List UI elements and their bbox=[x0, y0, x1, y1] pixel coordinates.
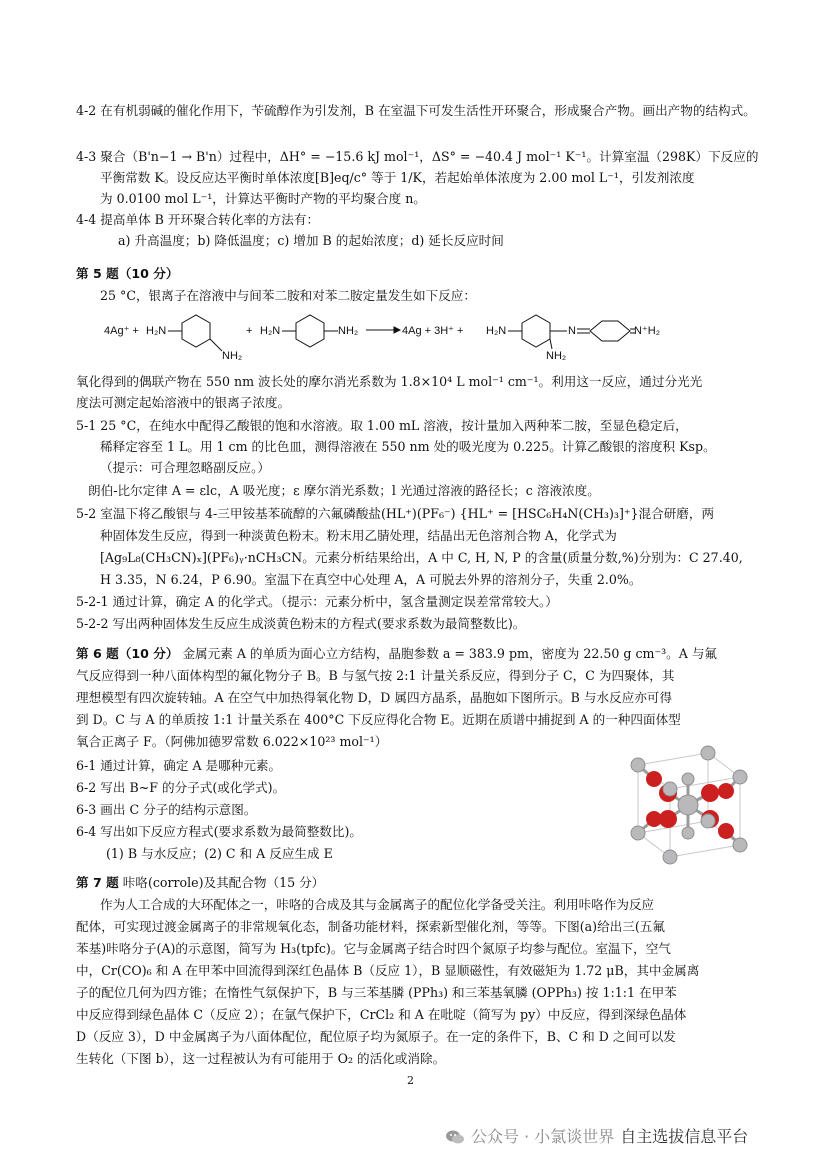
q6-line1 bbox=[76, 644, 766, 664]
product-ring-1 bbox=[522, 315, 550, 347]
rxn-h2n-1: H₂N bbox=[146, 325, 167, 337]
oxidation-reaction-scheme bbox=[104, 311, 664, 369]
q5-2-line1: 5-2 室温下将乙酸银与 4-三甲铵基苯硫醇的六氟磷酸盐(HL⁺)(PF₆⁻) {HL⁺ = [HSC₆H₄N(CH₃)₃]⁺}混合研磨，两 bbox=[76, 506, 715, 521]
q5-2-line3: [Ag₉L₈(CH₃CN)ₓ](PF₆)ᵧ·nCH₃CN。元素分析结果给出，A 中 C, H, N, P 的含量(质量分数,%)分别为：C 27.40, bbox=[100, 550, 743, 565]
rxn-nh2-para: NH₂ bbox=[338, 325, 359, 337]
q5-intro: 25 °C，银离子在溶液中与间苯二胺和对苯二胺定量发生如下反应： bbox=[100, 288, 476, 303]
q5-2-1-line: 5-2-1 通过计算，确定 A 的化学式。（提示：元素分析中，氢含量测定误差常常较大。） bbox=[76, 594, 558, 609]
q7-line3: 苯基)咔咯分子(A)的示意图，简写为 H₃(tpfc)。它与金属离子结合时四个氮原子均参与配位。室温下，空气 bbox=[76, 941, 671, 956]
q4-3-line2: 平衡常数 K。设反应达平衡时单体浓度[B]eq/c° 等于 1/K，若起始单体浓度为 2.00 mol L⁻¹，引发剂浓度 bbox=[100, 170, 695, 185]
q5-title: 第 5 题（10 分） bbox=[76, 266, 179, 281]
q4-4-line: 4-4 提高单体 B 开环聚合转化率的方法有： bbox=[76, 212, 320, 227]
q6-4-line: 6-4 写出如下反应方程式(要求系数为最简整数比)。 bbox=[76, 824, 362, 839]
q7-line7: D（反应 3），D 中金属离子为八面体配位，配位原子均为氮原子。在一定的条件下，B、C 和 D 之间可以发 bbox=[76, 1029, 676, 1044]
q5-after-line1: 氧化得到的偶联产物在 550 nm 波长处的摩尔消光系数为 1.8×10⁴ L mol⁻¹ cm⁻¹。利用这一反应，通过分光光 bbox=[76, 374, 703, 389]
q6-3-line: 6-3 画出 C 分子的结构示意图。 bbox=[76, 802, 257, 817]
footer-overlay-text: 自主选拔信息平台 bbox=[620, 1127, 749, 1146]
q5-2-line4: H 3.35，N 6.24，P 6.90。室温下在真空中心处理 A，A 可脱去外界的溶剂分子，失重 2.0%。 bbox=[100, 572, 642, 587]
q7-title-line bbox=[76, 873, 766, 893]
q6-4-sub: (1) B 与水反应；(2) C 和 A 反应生成 E bbox=[106, 846, 333, 861]
q5-after-line2: 度法可测定起始溶液中的银离子浓度。 bbox=[76, 395, 291, 410]
oxide-unit-cell-figure bbox=[618, 735, 758, 865]
q7-line4: 中，Cr(CO)₆ 和 A 在甲苯中回流得到深红色晶体 B（反应 1），B 显顺磁性，有效磁矩为 1.72 μB，其中金属离 bbox=[76, 963, 700, 978]
q7-line6: 中反应得到绿色晶体 C（反应 2）；在氩气保护下，CrCl₂ 和 A 在吡啶（简写为 py）中反应，得到深绿色晶体 bbox=[76, 1007, 687, 1022]
rxn-h2n-2: H₂N bbox=[260, 325, 281, 337]
q6-2-line: 6-2 写出 B~F 的分子式(或化学式)。 bbox=[76, 780, 286, 795]
q6-title: 第 6 题（10 分） bbox=[76, 646, 179, 661]
q6-text-1: 金属元素 A 的单质为面心立方结构，晶胞参数 a = 383.9 pm，密度为 22.50 g cm⁻³。A 与氟 bbox=[182, 646, 718, 661]
q7-title: 第 7 题 bbox=[76, 875, 119, 890]
page-number: 2 bbox=[407, 1074, 414, 1087]
q7-line5: 子的配位几何为四方锥；在惰性气氛保护下，B 与三苯基膦 (PPh₃) 和三苯基氧膦 (OPPh₃) 按 1:1:1 在甲苯 bbox=[76, 985, 677, 1000]
q6-line2: 气反应得到一种八面体构型的氟化物分子 B。B 与氢气按 2:1 计量关系反应，得到分子 C，C 为四聚体，其 bbox=[76, 668, 675, 683]
benzene-ring-para bbox=[296, 315, 324, 347]
rxn-nh2-meta: NH₂ bbox=[222, 350, 243, 362]
rxn-plus: + bbox=[246, 325, 253, 337]
q5-1-line1: 5-1 25 °C，在纯水中配得乙酸银的饱和水溶液。取 1.00 mL 溶液，按计量加入两种苯二胺，至显色稳定后， bbox=[76, 418, 688, 433]
beer-lambert-law: 朗伯-比尔定律 A = εlc，A 吸光度；ε 摩尔消光系数；l 光通过溶液的路径长；c 溶液浓度。 bbox=[88, 483, 600, 498]
rxn-products-ag: 4Ag + 3H⁺ + bbox=[402, 325, 464, 337]
q5-2-2-line: 5-2-2 写出两种固体发生反应生成淡黄色粉末的方程式(要求系数为最简整数比)。 bbox=[76, 616, 526, 631]
wechat-icon bbox=[445, 1129, 465, 1145]
product-ring-2 bbox=[590, 321, 630, 341]
footer-account-text: 公众号 · 小氯谈世界 bbox=[471, 1127, 615, 1146]
q7-line2: 配体，可实现过渡金属离子的非常规氧化态，制备功能材料，探索新型催化剂，等等。下图(a)给出三(五氟 bbox=[76, 919, 665, 934]
q4-4-options: a) 升高温度；b) 降低温度；c) 增加 B 的起始浓度；d) 延长反应时间 bbox=[118, 233, 504, 248]
rxn-iminium: N⁺H₂ bbox=[634, 325, 660, 337]
watermark-footer bbox=[445, 1125, 805, 1149]
q4-3-line3: 为 0.0100 mol L⁻¹，计算达平衡时产物的平均聚合度 n。 bbox=[100, 191, 426, 206]
q6-line4: 到 D。C 与 A 的单质按 1:1 计量关系在 400°C 下反应得化合物 E。近期在质谱中捕捉到 A 的一种四面体型 bbox=[76, 712, 681, 727]
q5-1-line2: 稀释定容至 1 L。用 1 cm 的比色皿，测得溶液在 550 nm 处的吸光度为 0.225。计算乙酸银的溶度积 Ksp。 bbox=[100, 439, 716, 454]
q4-3-line1: 4-3 聚合（B'n−1 → B'n）过程中，ΔH° = −15.6 kJ mol⁻¹，ΔS° = −40.4 J mol⁻¹ K⁻¹。计算室温（298K）下反应的 bbox=[76, 149, 759, 164]
rxn-azo-n: N bbox=[568, 325, 576, 337]
q5-1-line3: （提示：可合理忽略副反应。） bbox=[100, 460, 271, 475]
q6-1-line: 6-1 通过计算，确定 A 是哪种元素。 bbox=[76, 758, 282, 773]
q4-2-line: 4-2 在有机弱碱的催化作用下，苄硫醇作为引发剂，B 在室温下可发生活性开环聚合，形成聚合产物。画出产物的结构式。 bbox=[76, 103, 756, 118]
rxn-ag-reactant: 4Ag⁺ + bbox=[104, 325, 139, 337]
rxn-nh2-prod: NH₂ bbox=[546, 350, 567, 362]
q6-line5: 氧合正离子 F。（阿佛加德罗常数 6.022×10²³ mol⁻¹） bbox=[76, 734, 388, 749]
q7-line8: 生转化（下图 b），这一过程被认为有可能用于 O₂ 的活化或消除。 bbox=[76, 1051, 446, 1066]
q7-line1: 作为人工合成的大环配体之一，咔咯的合成及其与金属离子的配位化学备受关注。利用咔咯作为反应 bbox=[100, 897, 655, 912]
rxn-h2n-3: H₂N bbox=[486, 325, 507, 337]
q7-title-rest: 咔咯(corrole)及其配合物（15 分） bbox=[122, 875, 325, 890]
q6-line3: 理想模型有四次旋转轴。A 在空气中加热得氧化物 D，D 属四方晶系，晶胞如下图所示。B 与水反应亦可得 bbox=[76, 690, 673, 705]
q5-2-line2: 种固体发生反应，得到一种淡黄色粉末。粉末用乙腈处理，结晶出无色溶剂合物 A，化学式为 bbox=[100, 528, 617, 543]
benzene-ring-meta bbox=[182, 315, 210, 347]
